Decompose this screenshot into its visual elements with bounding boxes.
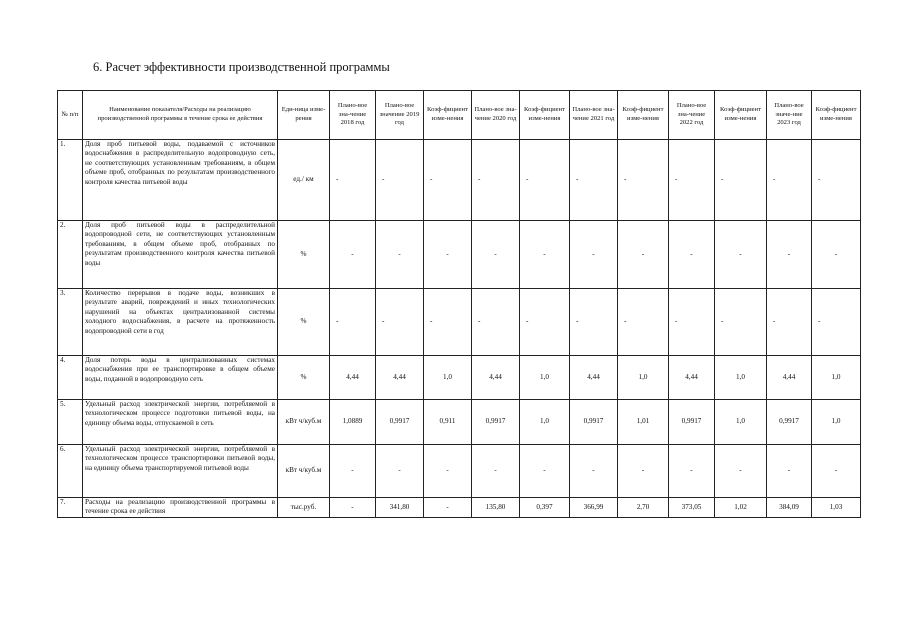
row-value: 2,70 — [618, 498, 669, 518]
row-value: - — [812, 140, 861, 221]
table-row — [58, 445, 861, 498]
row-value: 4,44 — [472, 356, 520, 400]
header-coef-2021: Коэф-фициент изме-нения — [618, 91, 669, 140]
row-value: - — [715, 445, 767, 498]
row-value: - — [669, 221, 715, 289]
row-value: - — [715, 289, 767, 356]
row-value: - — [570, 140, 618, 221]
row-number: 3. — [58, 289, 83, 356]
row-value: 4,44 — [330, 356, 376, 400]
row-indicator-name: Доля проб питьевой воды, подаваемой с источников водоснабжения в распределительную водопроводную сеть, не соответствующих установленным требованиям, в общем объеме проб, отобранных по результатам производственного контроля качества питьевой воды — [83, 140, 278, 221]
row-value: - — [520, 289, 570, 356]
row-value: - — [570, 445, 618, 498]
row-value: 1,0 — [715, 400, 767, 445]
row-value: - — [520, 445, 570, 498]
row-value: - — [570, 289, 618, 356]
row-value: - — [715, 140, 767, 221]
row-value: 1,0 — [618, 356, 669, 400]
row-value: - — [424, 498, 472, 518]
row-value: - — [330, 289, 376, 356]
row-indicator-name: Доля проб питьевой воды в распределительной водопроводной сети, не соответствующих установленным требованиям, в общем объеме проб, отобранных по результатам производственного контроля качества питьевой воды — [83, 221, 278, 289]
row-unit: ед./ км — [278, 140, 330, 221]
row-value: 0,9917 — [376, 400, 424, 445]
row-value: - — [472, 221, 520, 289]
row-value: 1,0 — [812, 356, 861, 400]
row-value: - — [424, 289, 472, 356]
row-number: 6. — [58, 445, 83, 498]
row-value: - — [520, 221, 570, 289]
header-coef-2020: Коэф-фициент изме-нения — [520, 91, 570, 140]
header-unit: Еди-ница изме-рения — [278, 91, 330, 140]
row-value: - — [376, 289, 424, 356]
row-value: - — [618, 289, 669, 356]
table-row — [58, 221, 861, 289]
row-value: - — [330, 498, 376, 518]
row-value: 0,9917 — [669, 400, 715, 445]
row-value: - — [376, 445, 424, 498]
table-row — [58, 289, 861, 356]
header-coef-2022: Коэф-фициент изме-нения — [715, 91, 767, 140]
row-value: - — [715, 221, 767, 289]
row-value: - — [669, 445, 715, 498]
row-unit: % — [278, 289, 330, 356]
row-value: - — [330, 140, 376, 221]
row-value: 1,0 — [424, 356, 472, 400]
row-value: - — [812, 445, 861, 498]
row-value: - — [424, 445, 472, 498]
row-number: 1. — [58, 140, 83, 221]
row-value: 1,0 — [812, 400, 861, 445]
row-value: 1,01 — [618, 400, 669, 445]
row-value: 341,80 — [376, 498, 424, 518]
row-value: 135,80 — [472, 498, 520, 518]
row-value: - — [472, 140, 520, 221]
row-unit: % — [278, 356, 330, 400]
table-row — [58, 356, 861, 400]
row-value: - — [669, 140, 715, 221]
row-value: - — [618, 221, 669, 289]
row-unit: тыс.руб. — [278, 498, 330, 518]
row-value: 4,44 — [376, 356, 424, 400]
row-value: 1,03 — [812, 498, 861, 518]
row-value: - — [330, 221, 376, 289]
table-row — [58, 140, 861, 221]
row-value: - — [424, 221, 472, 289]
row-unit: кВт ч/куб.м — [278, 400, 330, 445]
header-coef-2023: Коэф-фициент изме-нения — [812, 91, 861, 140]
row-value: 4,44 — [767, 356, 812, 400]
row-value: - — [330, 445, 376, 498]
row-value: - — [472, 445, 520, 498]
row-value: 0,397 — [520, 498, 570, 518]
row-indicator-name: Расходы на реализацию производственной программы в течение срока ее действия — [83, 498, 278, 518]
row-number: 5. — [58, 400, 83, 445]
row-value: - — [618, 445, 669, 498]
page-title: 6. Расчет эффективности производственной программы — [93, 60, 390, 74]
row-indicator-name: Количество перерывов в подаче воды, возникших в результате аварий, повреждений и иных технологических нарушений на объектах централизованной системы холодного водоснабжения, в расчете на протяженность водопроводной сети в год — [83, 289, 278, 356]
row-value: 0,9917 — [767, 400, 812, 445]
row-unit: % — [278, 221, 330, 289]
header-plan-2019: Плано-вое значение 2019 год — [376, 91, 424, 140]
row-value: 4,44 — [669, 356, 715, 400]
row-value: - — [376, 221, 424, 289]
row-number: 4. — [58, 356, 83, 400]
row-indicator-name: Удельный расход электрической энергии, потребляемой в технологическом процессе транспортировки питьевой воды, на единицу объема транспортируемой питьевой воды — [83, 445, 278, 498]
row-value: 373,05 — [669, 498, 715, 518]
row-value: - — [767, 221, 812, 289]
row-value: 4,44 — [570, 356, 618, 400]
row-value: 0,911 — [424, 400, 472, 445]
row-value: 1,0 — [715, 356, 767, 400]
row-number: 7. — [58, 498, 83, 518]
header-plan-2023: Плано-вое значе-ние 2023 год — [767, 91, 812, 140]
row-value: 384,09 — [767, 498, 812, 518]
header-number: № п/п — [58, 91, 83, 140]
row-number: 2. — [58, 221, 83, 289]
row-value: - — [812, 289, 861, 356]
table-row — [58, 400, 861, 445]
row-value: - — [570, 221, 618, 289]
row-value: 366,99 — [570, 498, 618, 518]
row-indicator-name: Доля потерь воды в централизованных системах водоснабжения при ее транспортировке в общем объеме воды, поданной в водопроводную сеть — [83, 356, 278, 400]
row-value: - — [767, 140, 812, 221]
row-value: 1,0 — [520, 400, 570, 445]
row-value: - — [424, 140, 472, 221]
row-value: - — [669, 289, 715, 356]
efficiency-table — [57, 90, 861, 518]
row-value: - — [618, 140, 669, 221]
row-value: 0,9917 — [472, 400, 520, 445]
row-value: - — [472, 289, 520, 356]
header-coef-2019: Коэф-фициент изме-нения — [424, 91, 472, 140]
table-row — [58, 498, 861, 518]
row-value: 0,9917 — [570, 400, 618, 445]
row-value: - — [520, 140, 570, 221]
header-plan-2021: Плано-вое зна-чение 2021 год — [570, 91, 618, 140]
header-plan-2018: Плано-вое зна-чение 2018 год — [330, 91, 376, 140]
row-value: 1,02 — [715, 498, 767, 518]
header-plan-2020: Плано-вое зна-чение 2020 год — [472, 91, 520, 140]
row-value: 1,0889 — [330, 400, 376, 445]
header-plan-2022: Плано-вое зна-чение 2022 год — [669, 91, 715, 140]
row-value: - — [376, 140, 424, 221]
header-indicator-name: Наименование показателя/Расходы на реализацию производственной программы в течение срока ее действия — [83, 91, 278, 140]
row-value: - — [767, 289, 812, 356]
table-header-row — [58, 91, 861, 140]
row-value: 1,0 — [520, 356, 570, 400]
row-value: - — [812, 221, 861, 289]
row-value: - — [767, 445, 812, 498]
row-unit: кВт ч/куб.м — [278, 445, 330, 498]
row-indicator-name: Удельный расход электрической энергии, потребляемой в технологическом процессе подготовки питьевой воды, на единицу объема воды, отпускаемой в сеть — [83, 400, 278, 445]
